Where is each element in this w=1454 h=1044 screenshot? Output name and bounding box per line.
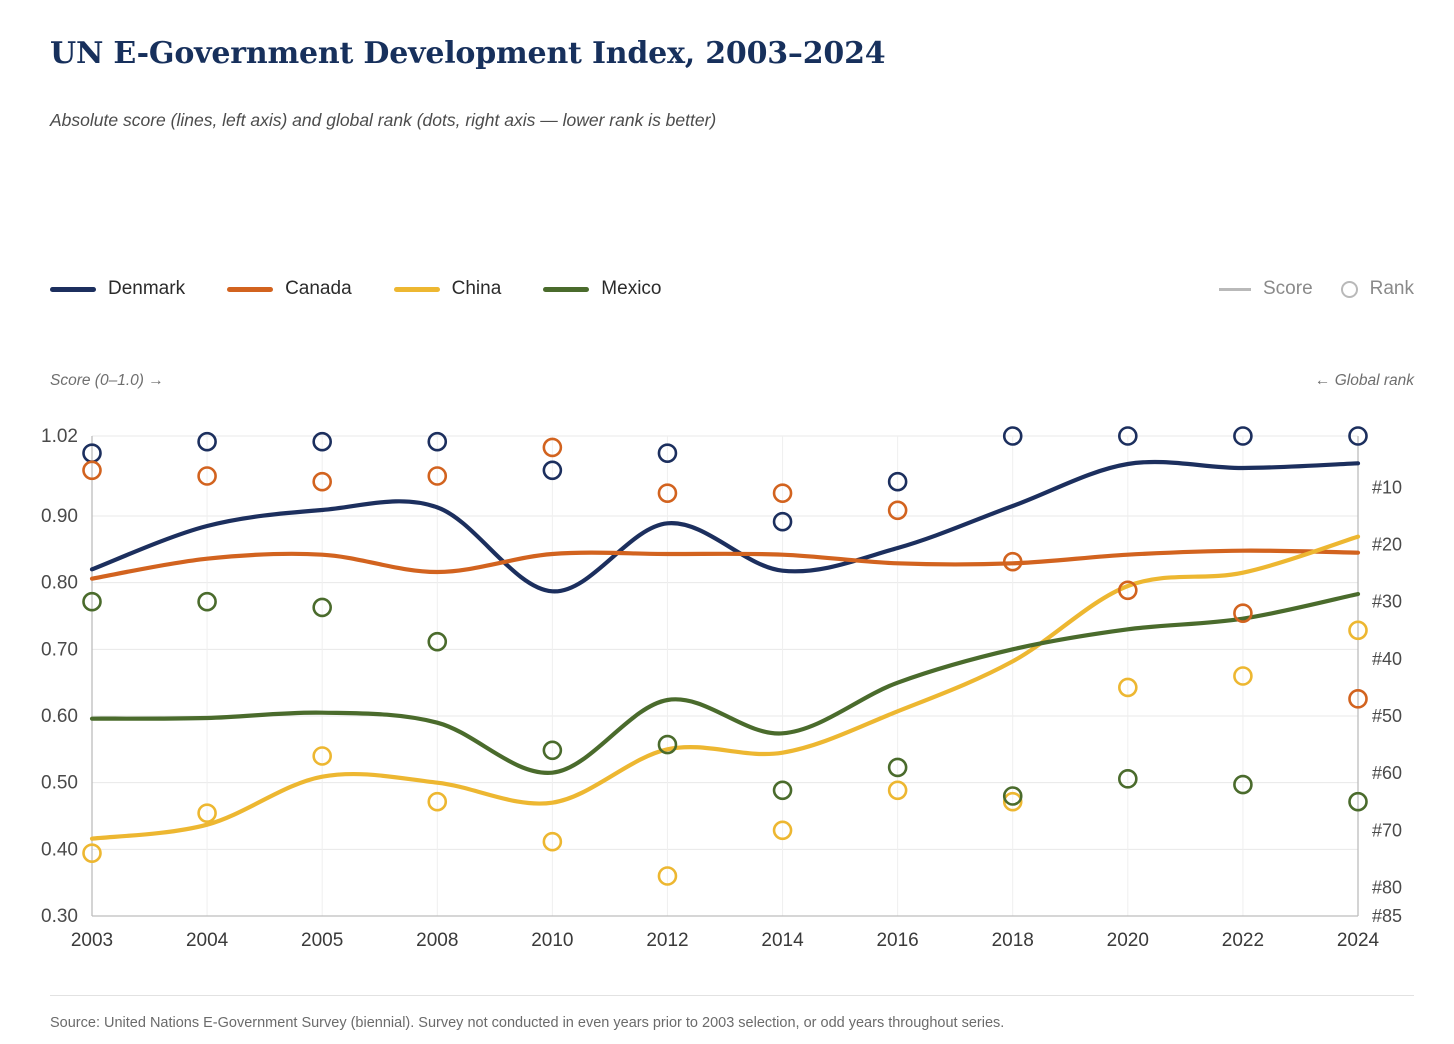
svg-text:2008: 2008 [416, 930, 459, 951]
legend-label-rank: Rank [1369, 278, 1414, 299]
svg-text:2020: 2020 [1106, 930, 1149, 951]
svg-text:0.90: 0.90 [41, 506, 78, 527]
legend-label-score: Score [1263, 278, 1313, 299]
svg-text:#10: #10 [1372, 477, 1403, 498]
svg-text:0.70: 0.70 [41, 639, 78, 661]
legend-label-canada: Canada [285, 278, 352, 299]
svg-text:#40: #40 [1372, 648, 1403, 669]
page-subtitle: Absolute score (lines, left axis) and global rank (dots, right axis — lower rank is better) [50, 110, 717, 130]
svg-text:#30: #30 [1372, 591, 1403, 612]
svg-text:2005: 2005 [301, 930, 344, 951]
svg-text:0.40: 0.40 [41, 839, 78, 861]
svg-text:#80: #80 [1372, 877, 1403, 898]
right-axis-note: ← Global rank [1314, 372, 1414, 389]
svg-text:#85: #85 [1372, 906, 1403, 926]
svg-text:0.30: 0.30 [41, 906, 78, 927]
footer-divider [50, 995, 1414, 996]
svg-text:2003: 2003 [70, 930, 114, 951]
svg-text:#20: #20 [1372, 534, 1403, 555]
svg-text:2014: 2014 [761, 930, 804, 951]
svg-text:2022: 2022 [1221, 930, 1265, 951]
legend-label-china: China [451, 278, 502, 299]
svg-text:0.50: 0.50 [41, 772, 78, 794]
svg-text:2012: 2012 [646, 930, 689, 951]
svg-text:2024: 2024 [1336, 930, 1380, 951]
svg-text:2004: 2004 [185, 930, 229, 951]
svg-text:1.02: 1.02 [41, 426, 78, 447]
svg-text:#70: #70 [1372, 820, 1403, 841]
source-note: Source: United Nations E-Government Survey (biennial). Survey not conducted in even years prior to 2003 selection, or odd years throughout series. [50, 1015, 1005, 1031]
svg-text:2018: 2018 [991, 930, 1034, 951]
svg-text:0.60: 0.60 [41, 706, 78, 727]
svg-text:#60: #60 [1372, 763, 1403, 784]
legend-label-mexico: Mexico [601, 278, 662, 299]
svg-text:2016: 2016 [876, 930, 919, 951]
legend-label-denmark: Denmark [108, 278, 186, 299]
svg-text:#50: #50 [1372, 706, 1403, 726]
page-title: UN E-Government Development Index, 2003–2024 [50, 36, 886, 71]
svg-text:0.80: 0.80 [41, 572, 78, 594]
svg-text:2010: 2010 [531, 930, 574, 951]
left-axis-note: Score (0–1.0) → [50, 372, 164, 389]
